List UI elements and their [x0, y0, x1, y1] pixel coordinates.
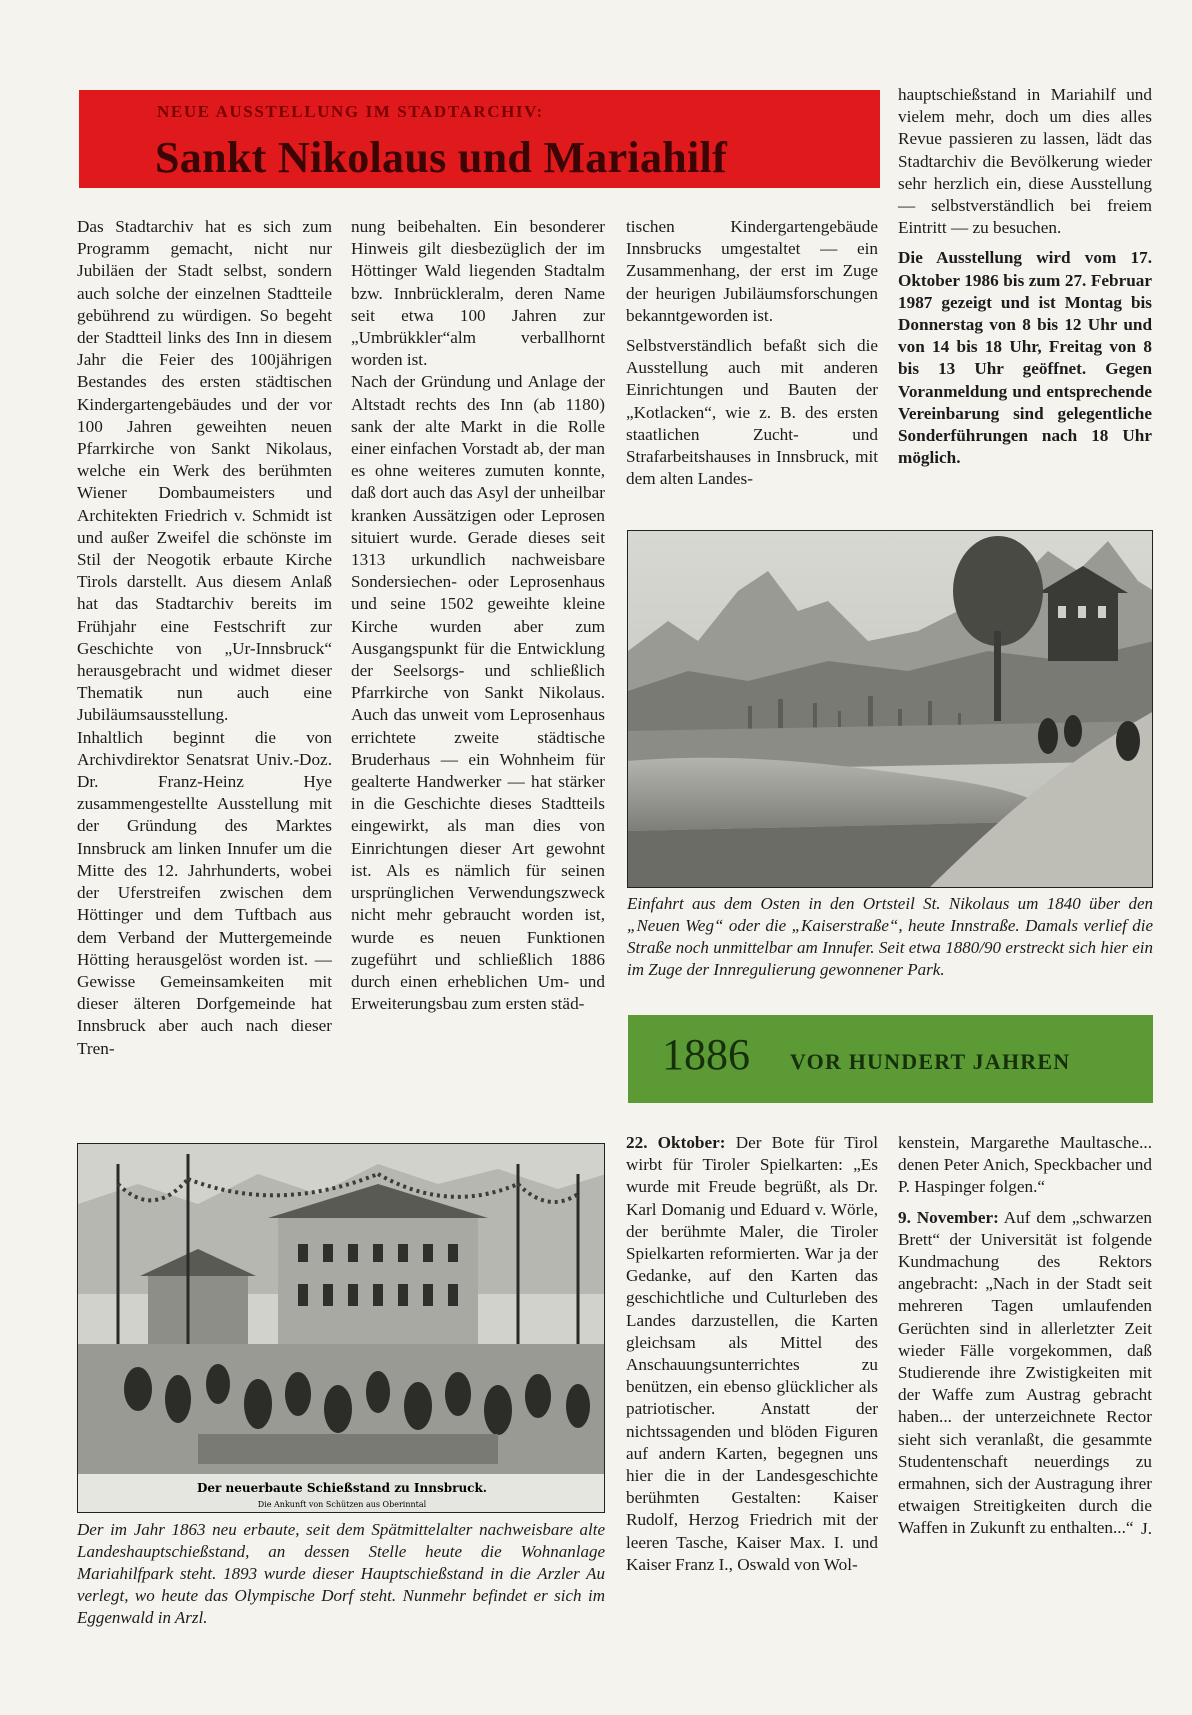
- section-column-1: [626, 1132, 878, 1576]
- paragraph: Inhaltlich beginnt die von Archivdirektor Senatsrat Univ.-Doz. Dr. Franz-Heinz Hye zusammengestellte Ausstellung mit der Gründung des Marktes Innsbruck am linken Innufer um die Mitte des 12. Jahrhunderts, wobei der Uferstreifen zwischen dem Höttinger und dem Tuftbach aus dem Verband der Muttergemeinde Hötting herausgelöst worden ist. — Gewisse Gemeinsamkeiten mit dieser älteren Dorfgemeinde hat Innsbruck aber auch nach dieser Tren-: [77, 727, 332, 1058]
- entry-text: Der Bote für Tirol wirbt für Tiroler Spielkarten: „Es wurde mit Freude begrüßt, als Dr. Karl Domanig und Eduard v. Wörle, der berühmte Maler, die Tiroler Spielkarten reformierten. War ja der Gedanke, auf den Karten das geschichtliche und Culturleben des Landes darzustellen, die Karten gleichsam als Mittel des Anschauungsunterrichtes zu benützen, ein ebenso glücklicher als patriotischer. Anstatt der nichtssagenden und blöden Figuren auf andern Karten, begegnen uns hier die in der Landesgeschichte berühmten Gestalten: Kaiser Rudolf, Herzog Friedrich mit der leeren Tasche, Kaiser Max. I. und Kaiser Franz I., Oswald von Wol-: [626, 1133, 879, 1574]
- entry-date: 9. November:: [898, 1207, 999, 1227]
- paragraph: Das Stadtarchiv hat es sich zum Programm gemacht, nicht nur Jubiläen der Stadt selbst, sondern auch solche der einzelnen Stadtteile gebührend zu würdigen. So begeht der Stadtteil links des Inn in diesem Jahr die Feier des 100jährigen Bestandes des ersten städtischen Kindergartengebäudes und der vor 100 Jahren geweihten neuen Pfarrkirche von Sankt Nikolaus, welche ein Werk des berühmten Wiener Dombaumeisters und Architekten Friedrich v. Schmidt ist und außer Zweifel die schönste im Stil der Neogotik erbaute Kirche Tirols darstellt. Aus diesem Anlaß hat das Stadtarchiv bereits im Frühjahr eine Festschrift zur Geschichte von „Ur-Innsbruck“ herausgebracht und widmet dieser Thematik nun auch eine Jubiläumsausstellung.: [77, 217, 332, 725]
- article-column-2: [351, 216, 605, 1015]
- entry-9-november: [898, 1207, 1152, 1540]
- entry-text: Auf dem „schwarzen Brett“ der Universität ist folgende Kundmachung des Rektors angebracht: „Nach in der Stadt seit mehreren Tagen umlaufenden Gerüchten sind in allerletzter Zeit wieder Fälle vorgekommen, daß Studierende ihre Zwistigkeiten mit der Waffe zum Austrag gebracht haben... der unterzeichnete Rector sieht sich veranlaßt, die gesammte Studentenschaft neuerdings zu ermahnen, sich der Austragung ihrer etwaigen Streitigkeiten durch die Waffen in Zukunft zu enthalten...“: [898, 1207, 1152, 1538]
- paragraph: tischen Kindergartengebäude Innsbrucks umgestaltet — ein Zusammenhang, der erst im Zuge der heurigen Jubiläumsforschungen bekanntgeworden ist.: [626, 217, 878, 325]
- shooting-range-caption: Der im Jahr 1863 neu erbaute, seit dem Spätmittelalter nachweisbare alte Landeshauptschießstand, an dessen Stelle heute die Wohnanlage Mariahilfpark steht. 1893 wurde dieser Hauptschießstand in die Arzler Au verlegt, wo heute das Olympische Dorf steht. Nunmehr befindet er sich im Eggenwald in Arzl.: [77, 1520, 605, 1627]
- section-header: [628, 1015, 1153, 1103]
- paragraph: hauptschießstand in Mariahilf und vielem mehr, doch um dies alles Revue passieren zu lassen, lädt das Stadtarchiv die Bevölkerung wieder sehr herzlich ein, diese Ausstellung — selbstverständlich bei freiem Eintritt — zu besuchen.: [898, 85, 1152, 238]
- entry-date: 22. Oktober:: [626, 1133, 726, 1152]
- exhibition-hours: Die Ausstellung wird vom 17. Oktober 1986 bis zum 27. Februar 1987 gezeigt und ist Montag bis Donnerstag von 8 bis 12 Uhr und von 14 bis 18 Uhr, Freitag von 8 bis 13 Uhr geöffnet. Gegen Voranmeldung und entsprechende Vereinbarung sind gelegentliche Sonderführungen nach 18 Uhr möglich.: [898, 248, 1152, 468]
- landscape-caption: Einfahrt aus dem Osten in den Ortsteil St. Nikolaus um 1840 über den „Neuen Weg“ oder die „Kaiserstraße“, heute Innstraße. Damals verlief die Straße noch unmittelbar am Innufer. Seit etwa 1880/90 erstreckt sich hier ein im Zuge der Innregulierung gewonnener Park.: [627, 894, 1153, 979]
- engraving-title: Der neuerbaute Schießstand zu Innsbruck.: [197, 1481, 487, 1495]
- article-kicker: NEUE AUSSTELLUNG IM STADTARCHIV:: [157, 102, 544, 121]
- article-column-4: [898, 84, 1152, 469]
- paragraph: Nach der Gründung und Anlage der Altstadt rechts des Inn (ab 1180) sank der alte Markt in die Rolle einer einfachen Vorstadt ab, der man es ohne weiteres zumuten konnte, daß dort auch das Asyl der unheilbar kranken Aussätzigen oder Leprosen situiert wurde. Gerade dieses seit 1313 urkundlich nachweisbare Sondersiechen- oder Leprosenhaus und seine 1502 geweihte kleine Kirche wurden aber zum Ausgangspunkt für die Entwicklung der Seelsorgs- und schließlich Pfarrkirche von Sankt Nikolaus. Auch das unweit vom Leprosenhaus errichtete zweite städtische Bruderhaus — ein Wohnheim für gealterte Handwerker — hat stärker in die Geschichte dieses Stadtteils eingewirkt, als man dies von Einrichtungen dieser Art gewohnt ist. Als es nämlich für seinen ursprünglichen Verwendungszweck nicht mehr gebraucht worden ist, wurde es neuen Funktionen zugeführt und schließlich 1886 durch einen erheblichen Um- und Erweiterungsbau zum ersten städ-: [351, 372, 605, 1014]
- article-title: Sankt Nikolaus und Mariahilf: [155, 133, 728, 182]
- entry-22-oktober: [626, 1132, 878, 1576]
- article-header: [79, 90, 880, 188]
- article-column-1: [77, 216, 332, 1060]
- section-label: VOR HUNDERT JAHREN: [790, 1049, 1071, 1074]
- engraving-subtitle: Die Ankunft von Schützen aus Oberinntal: [257, 1500, 427, 1509]
- paragraph: nung beibehalten. Ein besonderer Hinweis gilt diesbezüglich der im Höttinger Wald liegenden Stadtalm bzw. Innbrückleralm, deren Name seit etwa 100 Jahren zur „Umbrükkler“alm verballhornt worden ist.: [351, 217, 605, 370]
- landscape-engraving-image: [627, 530, 1153, 888]
- entry-continuation: kenstein, Margarethe Maultasche... denen Peter Anich, Speckbacher und P. Haspinger folgen.“: [898, 1133, 1152, 1197]
- shooting-range-drawing: [78, 1144, 605, 1513]
- section-year: 1886: [662, 1030, 750, 1079]
- section-column-2: [898, 1132, 1152, 1540]
- landscape-engraving-drawing: [628, 531, 1153, 888]
- shooting-range-engraving-image: [77, 1143, 605, 1513]
- author-signature: J.: [1141, 1518, 1152, 1538]
- paragraph: Selbstverständlich befaßt sich die Ausstellung auch mit anderen Einrichtungen und Bauten der „Kotlacken“, wie z. B. des ersten staatlichen Zucht- und Strafarbeitshauses in Innsbruck, mit dem alten Landes-: [626, 336, 878, 489]
- article-column-3: [626, 216, 878, 490]
